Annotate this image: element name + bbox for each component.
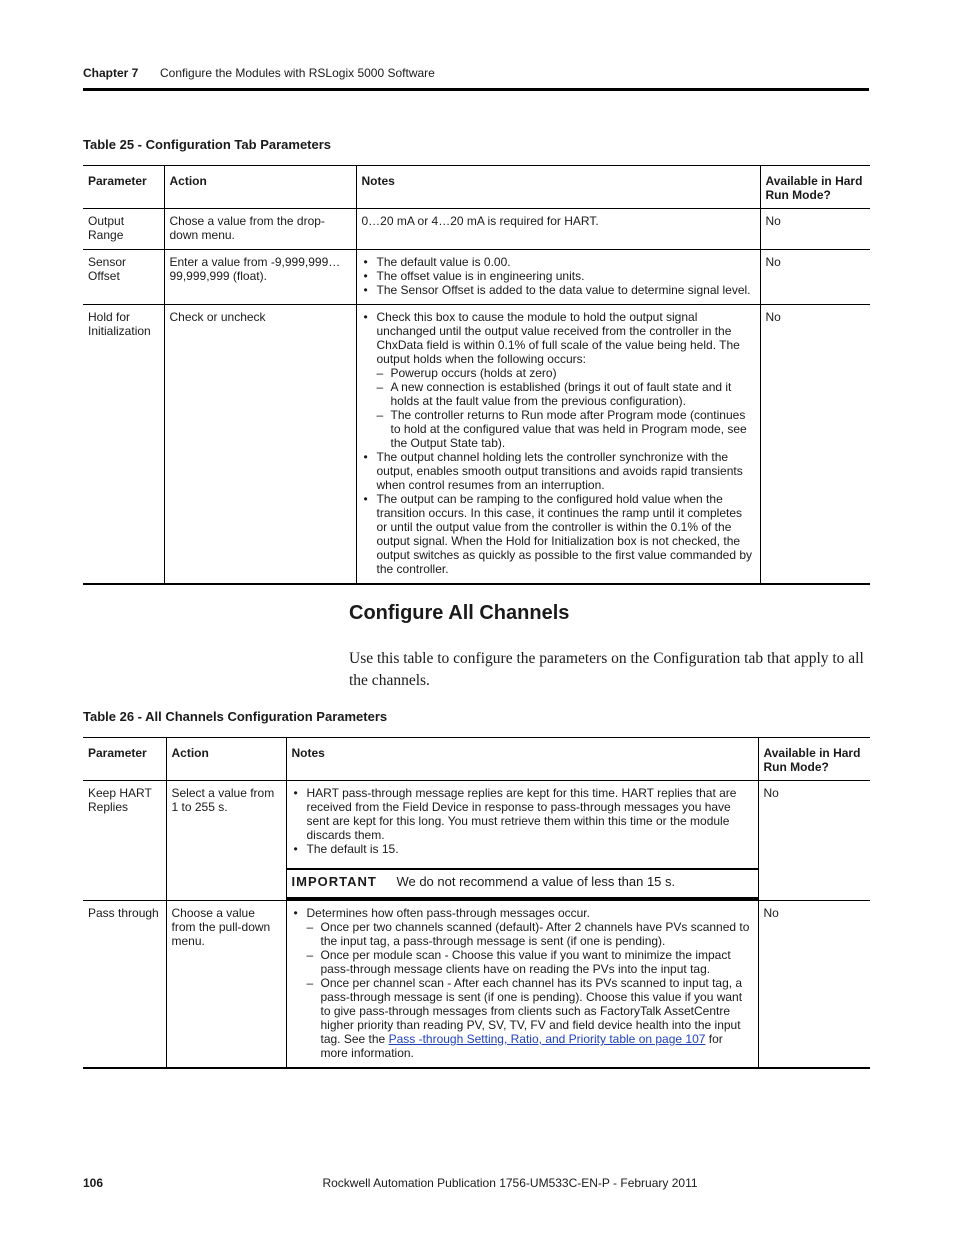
parameter-cell: Sensor Offset <box>88 255 127 283</box>
table-row <box>83 901 870 1069</box>
table-25-caption: Table 25 - Configuration Tab Parameters <box>83 137 332 152</box>
notes-cell <box>286 781 758 901</box>
note-item: • The offset value is in engineering units. <box>377 269 755 283</box>
available-cell: No <box>758 901 870 1069</box>
table-row <box>83 209 870 250</box>
column-header: Action <box>166 738 286 781</box>
column-header: Notes <box>356 166 760 209</box>
available-cell: No <box>760 209 870 250</box>
publication-footer: Rockwell Automation Publication 1756-UM533C-EN-P - February 2011 <box>322 1176 698 1190</box>
note-item: • The Sensor Offset is added to the data value to determine signal level. <box>377 283 755 297</box>
parameter-cell: Pass through <box>88 906 159 920</box>
column-header: Available in Hard Run Mode? <box>758 738 870 781</box>
header-rule <box>83 88 869 91</box>
table-row <box>83 781 870 901</box>
available-cell: No <box>758 781 870 901</box>
parameter-cell: Hold for Initialization <box>88 310 151 338</box>
sub-note-item: – A new connection is established (brings it out of fault state and it holds at the fault value from the previous configuration). <box>391 380 755 408</box>
action-cell: Choose a value from the pull-down menu. <box>166 901 286 1069</box>
important-callout <box>287 868 758 900</box>
chapter-title: Configure the Modules with RSLogix 5000 Software <box>160 66 435 80</box>
note-item <box>377 310 755 450</box>
note-item <box>307 906 753 1060</box>
note-item: • The default value is 0.00. <box>377 255 755 269</box>
sub-note-item: – Once per two channels scanned (default)- After 2 channels have PVs scanned to the input tag, a pass-through message is sent (if one is pending). <box>321 920 753 948</box>
all-channels-configuration-table <box>83 737 870 1069</box>
action-cell: Enter a value from -9,999,999…99,999,999 (float). <box>164 250 356 305</box>
section-title: Configure All Channels <box>349 602 570 624</box>
sub-note-item: – Powerup occurs (holds at zero) <box>391 366 755 380</box>
table-header-row <box>83 738 870 781</box>
action-cell: Select a value from 1 to 255 s. <box>166 781 286 901</box>
table-header-row <box>83 166 870 209</box>
column-header: Parameter <box>88 174 147 188</box>
sub-note-item <box>321 976 753 1060</box>
available-cell: No <box>760 305 870 585</box>
parameter-cell: Keep HART Replies <box>88 786 152 814</box>
section-intro: Use this table to configure the parameters on the Configuration tab that apply to all the channels. <box>349 650 864 689</box>
table-26-caption: Table 26 - All Channels Configuration Parameters <box>83 709 388 724</box>
available-cell: No <box>760 250 870 305</box>
action-cell: Chose a value from the drop-down menu. <box>164 209 356 250</box>
page-header <box>83 66 869 80</box>
column-header: Notes <box>286 738 758 781</box>
table-row <box>83 305 870 585</box>
note-item: • The output channel holding lets the controller synchronize with the output, enables smooth output transitions and avoids rapid transients when control resumes from an interruption. <box>377 450 755 492</box>
note-item: • The output can be ramping to the configured hold value when the transition occurs. In this case, it continues the ramp until it completes or until the output value from the controller is within the 0.1% of the output signal. When the Hold for Initialization box is not checked, the output switches as quickly as possible to the first value commanded by the controller. <box>377 492 755 576</box>
sub-note-text: Once per channel scan - After each channel has its PVs scanned to input tag, a pass-through message is sent (if one is pending). Choose this value if you want to give pass-through messages from clients such as FactoryTalk AssetCentre higher priority than reading PV, SV, TV, FV and field device health into the input tag. See the <box>320 976 743 1046</box>
notes-cell <box>356 250 760 305</box>
link-suffix-text: for more information. <box>320 1032 723 1060</box>
action-cell: Check or uncheck <box>164 305 356 585</box>
note-text: Check this box to cause the module to hold the output signal unchanged until the output value received from the controller in the ChxData field is within 0.1% of full scale of the value being held. The output holds when the following occurs: <box>376 310 740 366</box>
parameter-cell: Output Range <box>88 214 125 242</box>
configuration-tab-parameters-table <box>83 165 870 585</box>
important-text: We do not recommend a value of less than 15 s. <box>396 874 676 889</box>
sub-note-item: – Once per module scan - Choose this value if you want to minimize the impact pass-through message clients have on reading the PVs into the input tag. <box>321 948 753 976</box>
sub-note-item: – The controller returns to Run mode after Program mode (continues to hold at the configured value that was held in Program mode, see the Output State tab). <box>391 408 755 450</box>
column-header: Parameter <box>88 746 147 760</box>
chapter-label: Chapter 7 <box>83 66 139 80</box>
notes-cell: 0…20 mA or 4…20 mA is required for HART. <box>356 209 760 250</box>
notes-cell <box>286 901 758 1069</box>
table-row <box>83 250 870 305</box>
notes-cell <box>356 305 760 585</box>
column-header: Available in Hard Run Mode? <box>760 166 870 209</box>
note-text: Determines how often pass-through messages occur. <box>306 906 590 920</box>
note-item: • The default is 15. <box>307 842 753 856</box>
cross-reference-link[interactable]: Pass -through Setting, Ratio, and Priority table on page 107 <box>388 1032 706 1046</box>
column-header: Action <box>164 166 356 209</box>
note-item: • HART pass-through message replies are kept for this time. HART replies that are received from the Field Device in response to pass-through messages you have sent are kept for this long. You must retrieve them within this time or the module discards them. <box>307 786 753 842</box>
important-label: IMPORTANT <box>291 874 377 889</box>
page-number: 106 <box>83 1176 104 1190</box>
